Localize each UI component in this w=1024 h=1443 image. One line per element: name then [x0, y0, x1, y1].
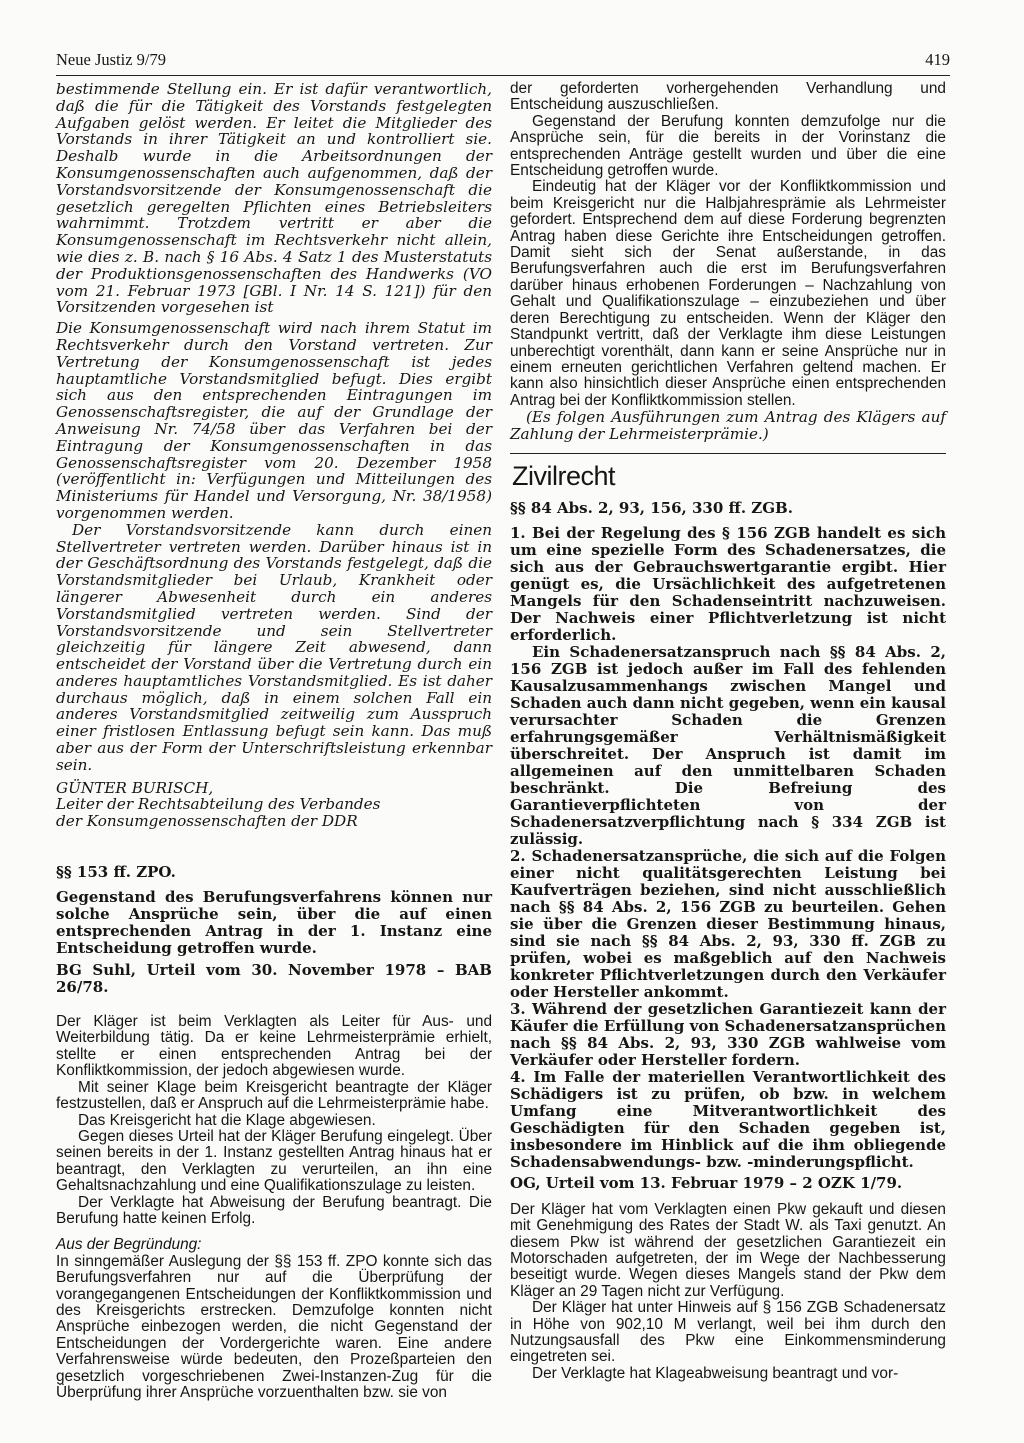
case-heading: §§ 84 Abs. 2, 93, 156, 330 ff. ZGB. [510, 498, 793, 517]
case-paragraph: Mit seiner Klage beim Kreisgericht beantragte der Kläger festzustellen, daß er Anspruch auf die Lehrmeisterprämie habe. [56, 1078, 492, 1113]
section-title: Zivilrecht [512, 460, 616, 491]
case-paragraph: Das Kreisgericht hat die Klage abgewiesen. [78, 1111, 376, 1129]
author-role: Leiter der Rechtsabteilung des Verbandes [56, 795, 381, 814]
case-paragraph: Der Verklagte hat Abweisung der Berufung beantragt. Die Berufung hatte keinen Erfolg. [56, 1193, 492, 1227]
reasons-heading: Aus der Begründung: [56, 1236, 202, 1254]
continued-paragraph: der geforderten vorhergehenden Verhandlung und Entscheidung auszuschließen. [510, 80, 946, 114]
case-headnote: 3. Während der gesetzlichen Garantiezeit kann der Käufer die Erfüllung von Schadenersatzansprüchen nach §§ 84 Abs. 2, 93, 330 ZGB wahlweise vom Verkäufer oder Hersteller fordern. [510, 999, 946, 1069]
case-headnote: 2. Schadenersatzansprüche, die sich auf die Folgen einer nicht qualitätsgerechten Leistung bei Kaufverträgen beziehen, sind nicht ausschließlich nach §§ 84 Abs. 2, 156 ZGB zu beurteilen. Gehen sie über die Grenzen dieser Bestimmung hinaus, sind sie nach §§ 84 Abs. 2, 93, 330 ff. ZGB zu prüfen, wobei es maßgeblich auf den Nachweis konkreter Pflichtverletzungen durch den Verkäufer oder Hersteller ankommt. [510, 846, 946, 1001]
case-paragraph: Der Verklagte hat Klageabweisung beantragt und vor- [532, 1364, 899, 1382]
journal-issue: Neue Justiz 9/79 [56, 50, 166, 69]
continued-paragraph: Gegenstand der Berufung konnten demzufolge nur die Ansprüche sein, für die bereits in der Vorinstanz die entsprechenden Anträge gestellt wurden und über die eine Entscheidung getroffen wurde. [510, 112, 946, 180]
case-paragraph: Der Kläger hat unter Hinweis auf § 156 ZGB Schadenersatz in Höhe von 902,10 M verlangt, weil bei ihm durch den Nutzungsausfall des Pkw eine Einkommensminderung eingetreten sei. [510, 1299, 946, 1366]
section-rule [510, 453, 946, 454]
page-number: 419 [925, 50, 950, 69]
case-headnote: Ein Schadenersatzanspruch nach §§ 84 Abs. 2, 156 ZGB ist jedoch außer im Fall des fehlenden Kausalzusammenhangs zwischen Mangel und Schaden auch dann nicht gegeben, wenn ein kausal verursachter Schaden die Grenzen erfahrungsgemäßer Verhältnismäßigkeit überschreitet. Der Anspruch ist damit im allgemeinen auf den unmittelbaren Schaden beschränkt. Die Befreiung des Garantieverpflichteten von der Schadenersatzverpflichtung nach § 334 ZGB ist zulässig. [510, 642, 946, 848]
article-paragraph: bestimmende Stellung ein. Er ist dafür verantwortlich, daß die für die Tätigkeit des Vorstands festgelegten Aufgaben gelöst werden. Er leitet die Mitglieder des Vorstands in ihrer Tätigkeit an und kontrolliert sie. Deshalb wurde in die Arbeitsordnungen der Konsumgenossenschaften auch aufgenommen, daß der Vorstandsvorsitzende der Konsumgenossenschaft die gesetzlich geregelten Pflichten eines Betriebsleiters wahrnimmt. Trotzdem vertritt er aber die Konsumgenossenschaft im Rechtsverkehr nicht allein, wie dies z. B. nach § 16 Abs. 4 Satz 1 des Musterstatuts der Produktionsgenossenschaften des Handwerks (VO vom 21. Februar 1973 [GBl. I Nr. 14 S. 121]) für den Vorsitzenden vorgesehen ist [56, 80, 492, 317]
author-name: GÜNTER BURISCH, [56, 778, 214, 797]
continued-paragraph: Eindeutig hat der Kläger vor der Konfliktkommission und beim Kreisgericht nur die Halbjahresprämie als Lehrmeister gefordert. Entsprechend dem auf diese Forderung begrenzten Antrag haben diese Gerichte ihre Entscheidungen getroffen. Damit sieht sich der Senat außerstande, in das Berufungsverfahren auch die erst im Berufungsverfahren darüber hinaus erhobenen Forderungen – Nachzahlung von Gehalt und Qualifikationszulage – einzubeziehen und über deren Berechtigung zu entscheiden. Wenn der Kläger den Standpunkt vertritt, daß der Verklagte ihm diese Leistungen unberechtigt vorenthält, dann kann er seine Ansprüche nur in einem erneuten gerichtlichen Verfahren geltend machen. Er kann also hinsichtlich dieser Ansprüche einen entsprechenden Antrag bei der Konfliktkommission stellen. [510, 178, 946, 409]
reasons-paragraph: In sinngemäßer Auslegung der §§ 153 ff. ZPO konnte sich das Berufungsverfahren nur auf die Überprüfung der vorangegangenen Entscheidungen der Konfliktkommission und des Kreisgerichts erstrecken. Demzufolge konnten nicht Ansprüche einbezogen werden, die nicht Gegenstand der Entscheidungen der Vordergerichte waren. Eine andere Verfahrensweise würde bedeuten, den Prozeßparteien den gesetzlich vorgeschriebenen Zwei-Instanzen-Zug für die Überprüfung ihrer Ansprüche vorzuenthalten bzw. sie von [56, 1252, 492, 1401]
article-paragraph: Der Vorstandsvorsitzende kann durch einen Stellvertreter vertreten werden. Darüber hinaus ist in der Geschäftsordnung des Vorstands festgelegt, daß die Vorstandsmitglieder bei Urlaub, Krankheit oder längerer Abwesenheit durch ein anderes Vorstandsmitglied vertreten werden. Sind der Vorstandsvorsitzende und sein Stellvertreter gleichzeitig für längere Zeit abwesend, dann entscheidet der Vorstand über die Vertretung durch ein anderes hauptamtliches Vorstandsmitglied. Es ist daher durchaus möglich, daß in einem solchen Fall ein anderes Vorstandsmitglied zeitweilig zum Ausspruch einer fristlosen Entlassung befugt sein kann. Das muß aber aus der Form der Unterschriftsleistung erkennbar sein. [56, 520, 492, 774]
case-headnote: 1. Bei der Regelung des § 156 ZGB handelt es sich um eine spezielle Form des Schadenersatzes, die sich aus der Gebrauchswertgarantie ergibt. Hier genügt es, die Ursächlichkeit des aufgetretenen Mangels für den Schadenseintritt nachzuweisen. Der Nachweis einer Pflichtverletzung ist nicht erforderlich. [510, 523, 946, 644]
case-paragraph: Der Kläger hat vom Verklagten einen Pkw gekauft und diesen mit Genehmigung des Rates der Stadt W. als Taxi genutzt. An diesem Pkw ist während der gesetzlichen Garantiezeit ein Motorschaden aufgetreten, der im Wege der Nachbesserung beseitigt wurde. Wegen dieses Mangels stand der Pkw dem Kläger an 29 Tagen nicht zur Verfügung. [510, 1200, 946, 1300]
author-signature [56, 780, 492, 830]
case-paragraph: Gegen dieses Urteil hat der Kläger Berufung eingelegt. Über seinen bereits in der 1. Instanz gestellten Antrag hinaus hat er beantragt, den Verklagten zu verurteilen, an ihn eine Gehaltsnachzahlung und eine Qualifikationszulage zu leisten. [56, 1127, 492, 1195]
left-column [56, 81, 492, 1401]
article-paragraph: Die Konsumgenossenschaft wird nach ihrem Statut im Rechtsverkehr durch den Vorstand vertreten. Zur Vertretung der Konsumgenossenschaft ist jedes hauptamtliche Vorstandsmitglied befugt. Dies ergibt sich aus den entsprechenden Eintragungen im Genossenschaftsregister, die auf der Grundlage der Anweisung Nr. 74/58 über das Verfahren bei der Eintragung der Konsumgenossenschaften in das Genossenschaftsregister vom 20. Dezember 1958 (veröffentlicht in: Verfügungen und Mitteilungen des Ministeriums für Handel und Versorgung, Nr. 38/1958) vorgenommen werden. [56, 319, 492, 522]
case-citation: OG, Urteil vom 13. Februar 1979 – 2 OZK 1/79. [510, 1173, 903, 1192]
right-column [510, 81, 946, 1382]
case-paragraph: Der Kläger ist beim Verklagten als Leiter für Aus- und Weiterbildung tätig. Da er keine Lehrmeisterprämie erhielt, stellte er einen entsprechenden Antrag bei der Konfliktkommission, der jedoch abgewiesen wurde. [56, 1013, 492, 1080]
header-rule [56, 75, 950, 76]
case-citation: BG Suhl, Urteil vom 30. November 1978 – BAB 26/78. [56, 961, 492, 997]
case-heading: §§ 153 ff. ZPO. [56, 863, 176, 882]
omission-note: (Es folgen Ausführungen zum Antrag des Klägers auf Zahlung der Lehrmeisterprämie.) [510, 408, 946, 443]
case-headnote: 4. Im Falle der materiellen Verantwortlichkeit des Schädigers ist zu prüfen, ob bzw. in welchem Umfang eine Mitverantwortlichkeit des Geschädigten für den Schaden gegeben ist, insbesondere im Hinblick auf die ihm obliegende Schadensabwendungs- bzw. -minderungspflicht. [510, 1067, 946, 1171]
case-headnote: Gegenstand des Berufungsverfahrens können nur solche Ansprüche sein, über die auf einen entsprechenden Antrag in der 1. Instanz eine Entscheidung getroffen wurde. [56, 888, 492, 958]
author-organization: der Konsumgenossenschaften der DDR [56, 812, 358, 831]
